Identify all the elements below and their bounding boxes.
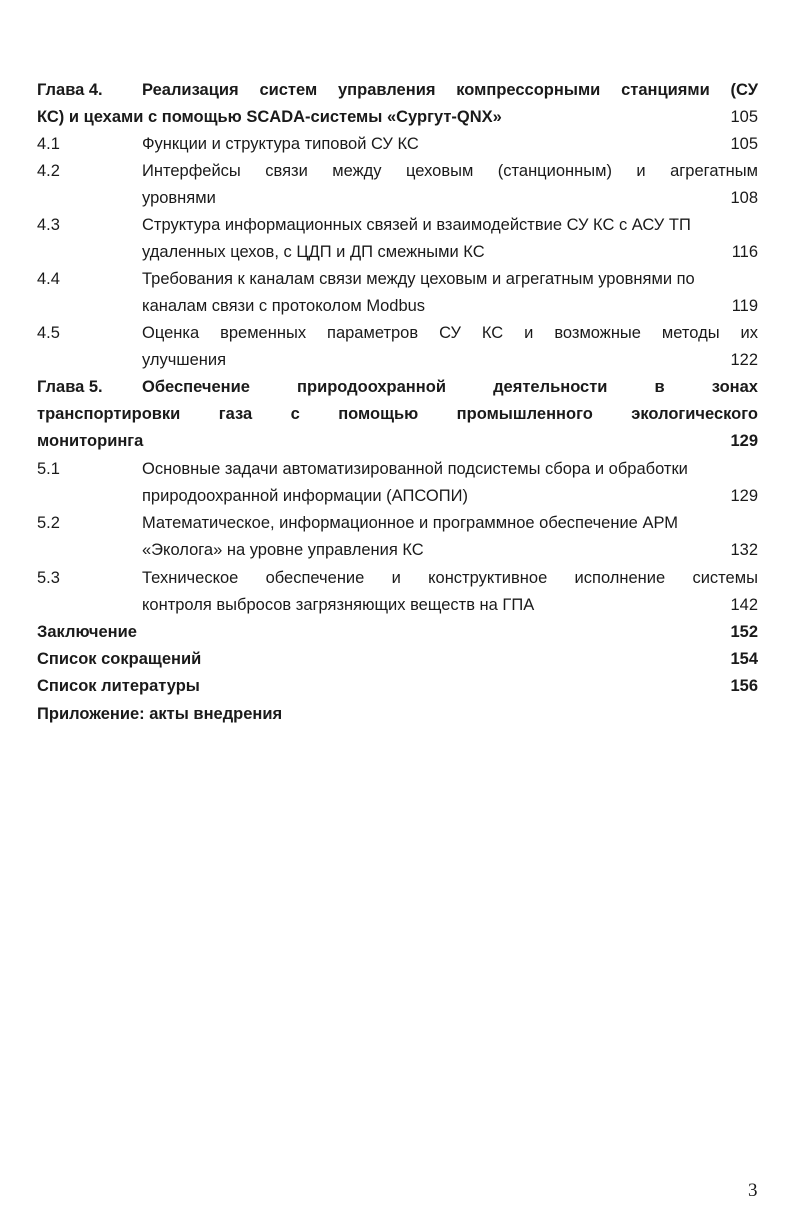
toc-section-4-3-line-1 xyxy=(37,212,758,239)
abbreviations-page: 154 xyxy=(730,650,758,668)
word: газа xyxy=(218,405,253,423)
word: Реализация xyxy=(142,81,239,99)
word: конструктивное xyxy=(428,569,548,587)
word: промышленного xyxy=(456,405,593,423)
section-page: 105 xyxy=(730,135,758,153)
word: компрессорными xyxy=(456,81,601,99)
toc-section-4-4-line-2 xyxy=(37,293,758,320)
section-title-line-1: Структура информационных связей и взаимодействие СУ КС с АСУ ТП xyxy=(142,216,691,234)
word: их xyxy=(740,324,758,342)
word: помощью xyxy=(338,405,419,423)
word: управления xyxy=(337,81,436,99)
word: Интерфейсы xyxy=(142,162,241,180)
chapter-4-page: 105 xyxy=(730,108,758,126)
word: экологического xyxy=(631,405,758,423)
toc-section-4-5-line-2 xyxy=(37,347,758,374)
toc-literature xyxy=(37,673,758,700)
word: системы xyxy=(692,569,758,587)
section-title-line-2: «Эколога» на уровне управления КС xyxy=(142,541,424,559)
conclusion-page: 152 xyxy=(730,623,758,641)
word: Техническое xyxy=(142,569,239,587)
toc-chapter-5-line-2 xyxy=(37,401,758,428)
conclusion-title: Заключение xyxy=(37,623,137,641)
section-title-line-1: Основные задачи автоматизированной подсистемы сбора и обработки xyxy=(142,460,688,478)
page-number: 3 xyxy=(748,1180,758,1201)
section-page: 142 xyxy=(730,596,758,614)
toc-section-5-3-line-2 xyxy=(37,592,758,619)
word: зонах xyxy=(711,378,758,396)
appendix-title: Приложение: акты внедрения xyxy=(37,705,283,723)
word: СУ xyxy=(439,324,461,342)
toc-section-4-2-line-1 xyxy=(37,158,758,185)
section-page: 119 xyxy=(731,297,758,315)
abbreviations-title: Список сокращений xyxy=(37,650,202,668)
section-page: 132 xyxy=(730,541,758,559)
toc-appendix xyxy=(37,701,758,728)
word: параметров xyxy=(327,324,419,342)
word: методы xyxy=(661,324,720,342)
word: и xyxy=(391,569,401,587)
section-title-line-2: удаленных цехов, с ЦДП и ДП смежными КС xyxy=(142,243,485,261)
word: исполнение xyxy=(574,569,666,587)
section-title-line-1 xyxy=(142,158,758,185)
section-number: 4.3 xyxy=(37,216,60,234)
toc-section-5-2-line-1 xyxy=(37,510,758,537)
word: (станционным) xyxy=(497,162,612,180)
section-title-line-2: уровнями xyxy=(142,189,216,207)
section-page: 108 xyxy=(730,189,758,207)
section-number: 4.4 xyxy=(37,270,60,288)
word: систем xyxy=(259,81,318,99)
word: обеспечение xyxy=(265,569,365,587)
toc-chapter-4-line-2 xyxy=(37,104,758,131)
toc-section-5-1-line-1 xyxy=(37,456,758,483)
word: Оценка xyxy=(142,324,200,342)
section-title-line-1: Требования к каналам связи между цеховым и агрегатным уровнями по xyxy=(142,270,695,288)
section-title-line-2: природоохранной информации (АПСОПИ) xyxy=(142,487,468,505)
chapter-5-title-line-2 xyxy=(37,401,758,428)
toc-section-5-1-line-2 xyxy=(37,483,758,510)
chapter-4-title-line-2: КС) и цехами с помощью SCADA-системы «Сургут-QNX» xyxy=(37,108,502,126)
toc-conclusion xyxy=(37,619,758,646)
section-number: 5.3 xyxy=(37,569,60,587)
section-title-line-2: контроля выбросов загрязняющих веществ на ГПА xyxy=(142,596,535,614)
word: возможные xyxy=(554,324,641,342)
word: агрегатным xyxy=(670,162,758,180)
section-page: 129 xyxy=(730,487,758,505)
section-page: 116 xyxy=(731,243,758,261)
section-title-line-1: Математическое, информационное и программное обеспечение АРМ xyxy=(142,514,679,532)
word: (СУ xyxy=(730,81,758,99)
toc-section-4-3-line-2 xyxy=(37,239,758,266)
section-title-line-1 xyxy=(142,565,758,592)
word: между xyxy=(332,162,382,180)
word: деятельности xyxy=(493,378,608,396)
word: связи xyxy=(265,162,308,180)
section-number: 4.2 xyxy=(37,162,60,180)
word: и xyxy=(524,324,534,342)
word: и xyxy=(636,162,646,180)
toc-abbreviations xyxy=(37,646,758,673)
chapter-5-page: 129 xyxy=(730,432,758,450)
word: КС xyxy=(481,324,504,342)
section-title-line-2: улучшения xyxy=(142,351,227,369)
section-title: Функции и структура типовой СУ КС xyxy=(142,135,419,153)
chapter-4-label: Глава 4. xyxy=(37,81,103,99)
section-page: 122 xyxy=(730,351,758,369)
word: с xyxy=(290,405,300,423)
chapter-5-title-line-1 xyxy=(142,374,758,401)
section-number: 5.2 xyxy=(37,514,60,532)
toc-section-4-2-line-2 xyxy=(37,185,758,212)
toc-chapter-5-line-3 xyxy=(37,428,758,455)
section-number: 4.5 xyxy=(37,324,60,342)
section-number: 5.1 xyxy=(37,460,60,478)
section-title-line-2: каналам связи с протоколом Modbus xyxy=(142,297,426,315)
section-number: 4.1 xyxy=(37,135,60,153)
toc-section-4-5-line-1 xyxy=(37,320,758,347)
toc-chapter-4-line-1 xyxy=(37,77,758,104)
word: транспортировки xyxy=(37,405,181,423)
toc-section-4-1 xyxy=(37,131,758,158)
chapter-4-title-line-1 xyxy=(142,77,758,104)
literature-page: 156 xyxy=(730,677,758,695)
literature-title: Список литературы xyxy=(37,677,200,695)
word: Обеспечение xyxy=(142,378,250,396)
chapter-5-title-line-3: мониторинга xyxy=(37,432,144,450)
word: временных xyxy=(220,324,307,342)
section-title-line-1 xyxy=(142,320,758,347)
word: цеховым xyxy=(406,162,474,180)
word: в xyxy=(654,378,665,396)
word: станциями xyxy=(621,81,710,99)
word: природоохранной xyxy=(297,378,446,396)
chapter-5-label: Глава 5. xyxy=(37,378,103,396)
toc-section-4-4-line-1 xyxy=(37,266,758,293)
toc-section-5-2-line-2 xyxy=(37,537,758,564)
toc-chapter-5-line-1 xyxy=(37,374,758,401)
toc-section-5-3-line-1 xyxy=(37,565,758,592)
